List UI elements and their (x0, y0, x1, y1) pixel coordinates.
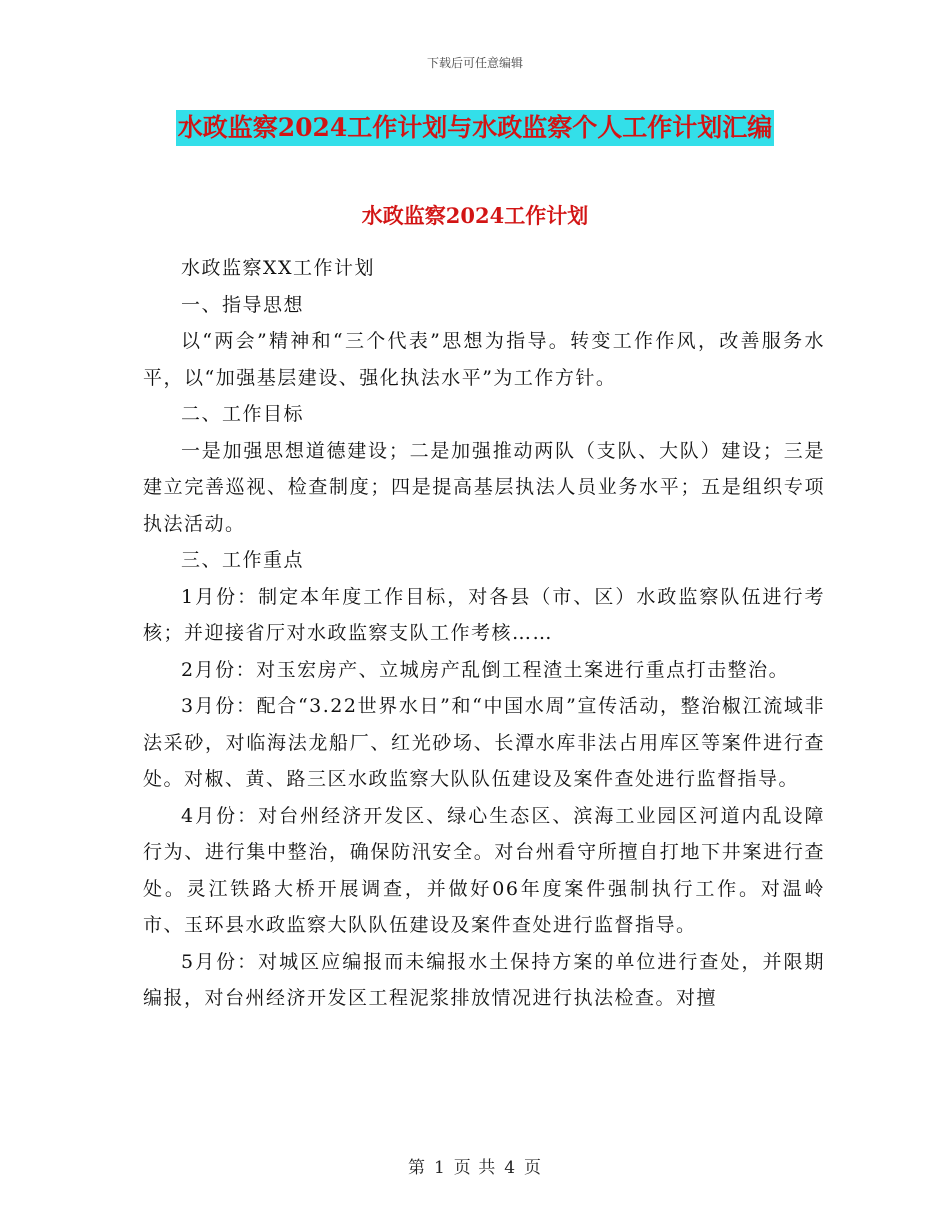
section-title: 水政监察2024工作计划 (361, 203, 589, 228)
paragraph-guiding-thought: 以“两会”精神和“三个代表”思想为指导。转变工作作风，改善服务水平，以“加强基层建设、强化执法水平”为工作方针。 (143, 330, 825, 389)
paragraph-february: 2月份：对玉宏房产、立城房产乱倒工程渣土案进行重点打击整治。 (181, 658, 790, 681)
paragraph-plan-name: 水政监察XX工作计划 (181, 257, 376, 279)
paragraph-work-goals: 一是加强思想道德建设；二是加强推动两队（支队、大队）建设；三是建立完善巡视、检查制度；四是提高基层执法人员业务水平；五是组织专项执法活动。 (143, 439, 825, 535)
footer-page-number: 1 (433, 1158, 446, 1178)
footer-total-pages: 4 (504, 1158, 517, 1178)
paragraph-march: 3月份：配合“3.22世界水日”和“中国水周”宣传活动，整治椒江流域非法采砂，对临海法龙船厂、红光砂场、长潭水库非法占用库区等案件进行查处。对椒、黄、路三区水政监察大队队伍建设及案件查处进行监督指导。 (143, 695, 825, 790)
document-body (143, 250, 825, 1017)
paragraph-april: 4月份：对台州经济开发区、绿心生态区、滨海工业园区河道内乱设障行为、进行集中整治，确保防汛安全。对台州看守所擅自打地下井案进行查处。灵江铁路大桥开展调查，并做好06年度案件强制执行工作。对温岭市、玉环县水政监察大队队伍建设及案件查处进行监督指导。 (143, 804, 825, 936)
footer-suffix: 页 (524, 1158, 543, 1178)
footer-middle: 页 共 (453, 1158, 497, 1178)
paragraph-may: 5月份：对城区应编报而未编报水土保持方案的单位进行查处，并限期编报，对台州经济开发区工程泥浆排放情况进行执法检查。对擅 (143, 950, 825, 1009)
footer-prefix: 第 (407, 1158, 426, 1178)
header-note: 下载后可任意编辑 (426, 56, 523, 70)
heading-work-goals: 二、工作目标 (181, 403, 305, 425)
main-title-container (0, 110, 950, 146)
main-title: 水政监察2024工作计划与水政监察个人工作计划汇编 (176, 110, 775, 146)
page-footer (0, 1153, 950, 1178)
heading-guiding-thought: 一、指导思想 (181, 293, 305, 316)
paragraph-january: 1月份：制定本年度工作目标，对各县（市、区）水政监察队伍进行考核；并迎接省厅对水政监察支队工作考核…… (143, 585, 825, 644)
heading-work-focus: 三、工作重点 (181, 549, 305, 571)
